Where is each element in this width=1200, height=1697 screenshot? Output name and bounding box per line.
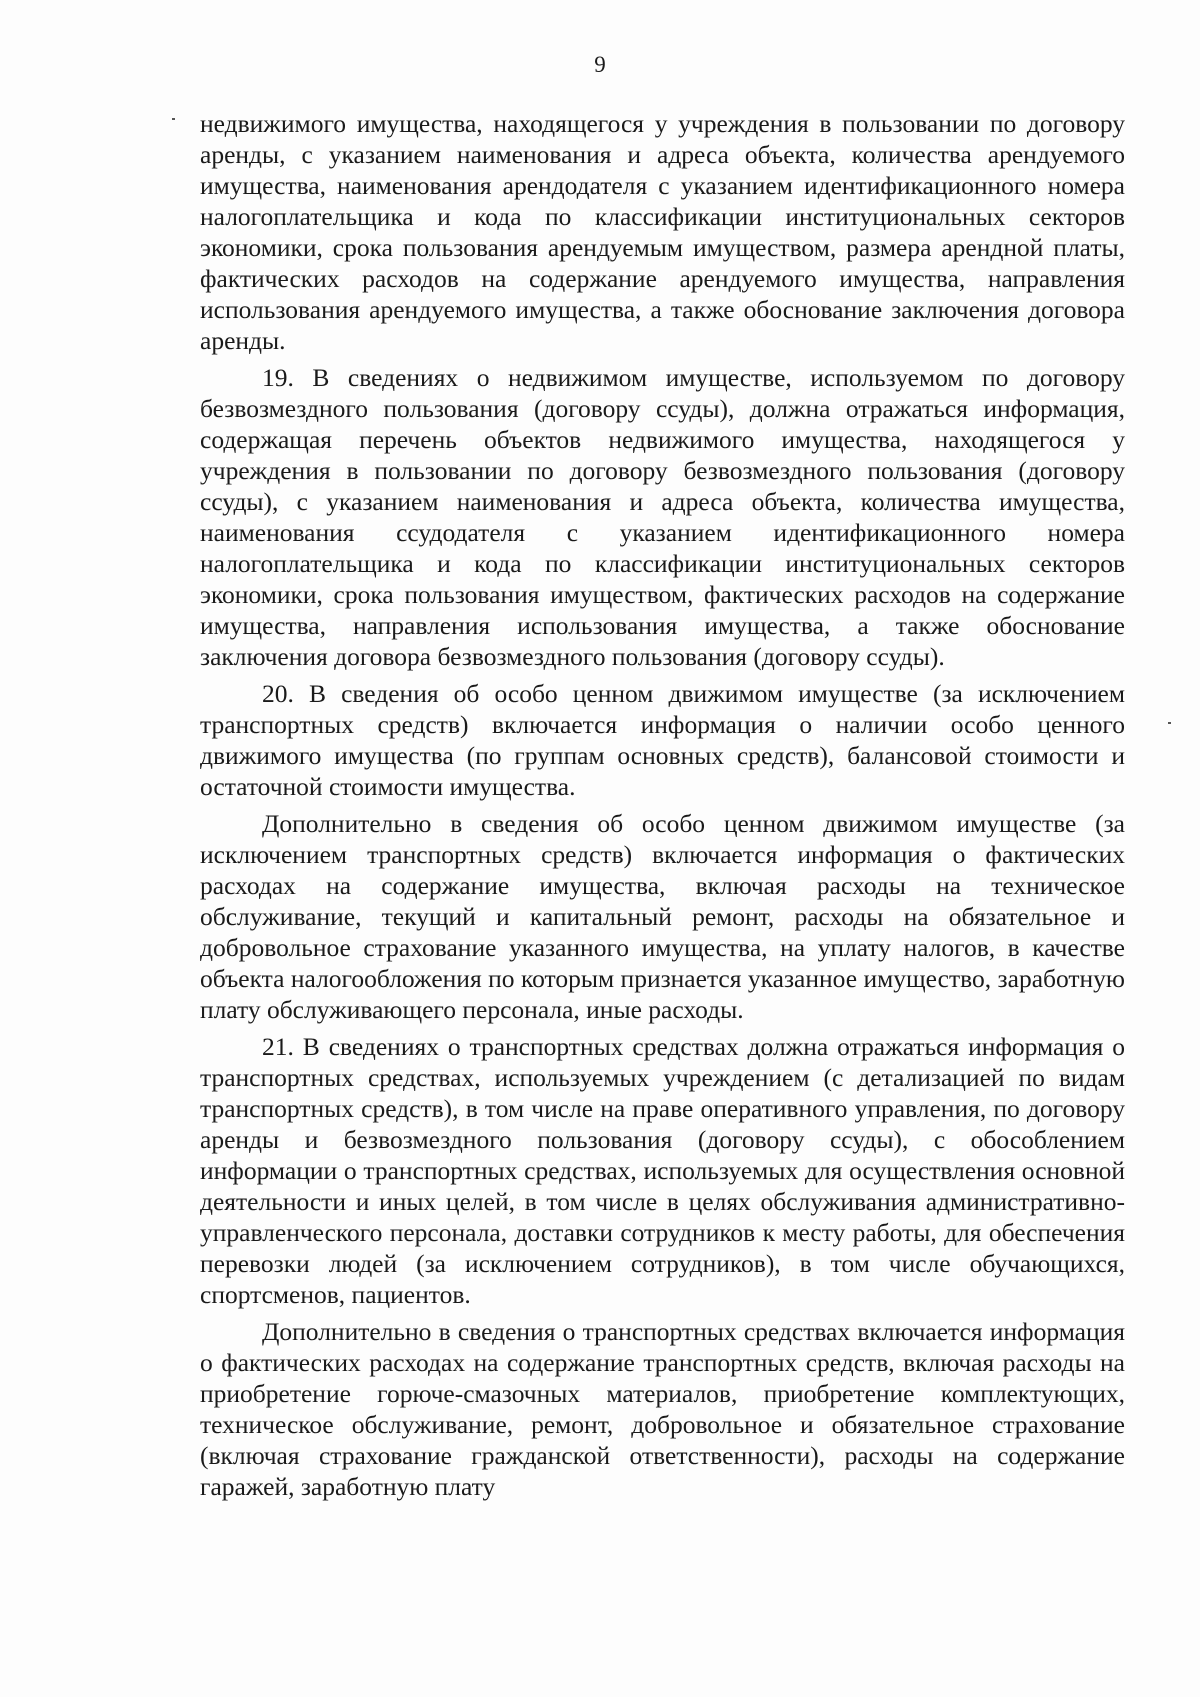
paragraph-20-addition: Дополнительно в сведения об особо ценном движимом имуществе (за исключением транспортных средств) включается информация о фактических расходах на содержание имущества, включая расходы на техническое обслуживание, текущий и капитальный ремонт, расходы на обязательное и добровольное страхование указанного имущества, на уплату налогов, в качестве объекта налогообложения по которым признается указанное имущество, заработную плату обслуживающего персонала, иные расходы. — [200, 809, 1125, 1024]
page-number: 9 — [594, 52, 606, 77]
paragraph-20: 20. В сведения об особо ценном движимом имуществе (за исключением транспортных средств) включается информация о наличии особо ценного движимого имущества (по группам основных средств), балансовой стоимости и остаточной стоимости имущества. — [200, 679, 1125, 801]
paragraph-continuation: недвижимого имущества, находящегося у учреждения в пользовании по договору аренды, с указанием наименования и адреса объекта, количества арендуемого имущества, наименования арендодателя с указанием идентификационного номера налогоплательщика и кода по классификации институциональных секторов экономики, срока пользования арендуемым имуществом, размера арендной платы, фактических расходов на содержание арендуемого имущества, направления использования арендуемого имущества, а также обоснование заключения договора аренды. — [200, 109, 1125, 355]
paragraph-19: 19. В сведениях о недвижимом имуществе, используемом по договору безвозмездного пользования (договору ссуды), должна отражаться информация, содержащая перечень объектов недвижимого имущества, находящегося у учреждения в пользовании по договору безвозмездного пользования (договору ссуды), с указанием наименования и адреса объекта, количества имущества, наименования ссудодателя с указанием идентификационного номера налогоплательщика и кода по классификации институциональных секторов экономики, срока пользования имуществом, фактических расходов на содержание имущества, направления использования имущества, а также обоснование заключения договора безвозмездного пользования (договору ссуды). — [200, 363, 1125, 671]
paragraph-21: 21. В сведениях о транспортных средствах должна отражаться информация о транспортных средствах, используемых учреждением (с детализацией по видам транспортных средств), в том числе на праве оперативного управления, по договору аренды и безвозмездного пользования (договору ссуды), с обособлением информации о транспортных средствах, используемых для осуществления основной деятельности и иных целей, в том числе в целях обслуживания административно-управленческого персонала, доставки сотрудников к месту работы, для обеспечения перевозки людей (за исключением сотрудников), в том числе обучающихся, спортсменов, пациентов. — [200, 1032, 1125, 1309]
scan-mark — [1168, 722, 1171, 724]
scan-mark — [172, 118, 175, 120]
document-body — [200, 108, 1125, 1508]
paragraph-21-addition: Дополнительно в сведения о транспортных средствах включается информация о фактических расходах на содержание транспортных средств, включая расходы на приобретение горюче-смазочных материалов, приобретение комплектующих, техническое обслуживание, ремонт, добровольное и обязательное страхование (включая страхование гражданской ответственности), расходы на содержание гаражей, заработную плату — [200, 1317, 1125, 1501]
